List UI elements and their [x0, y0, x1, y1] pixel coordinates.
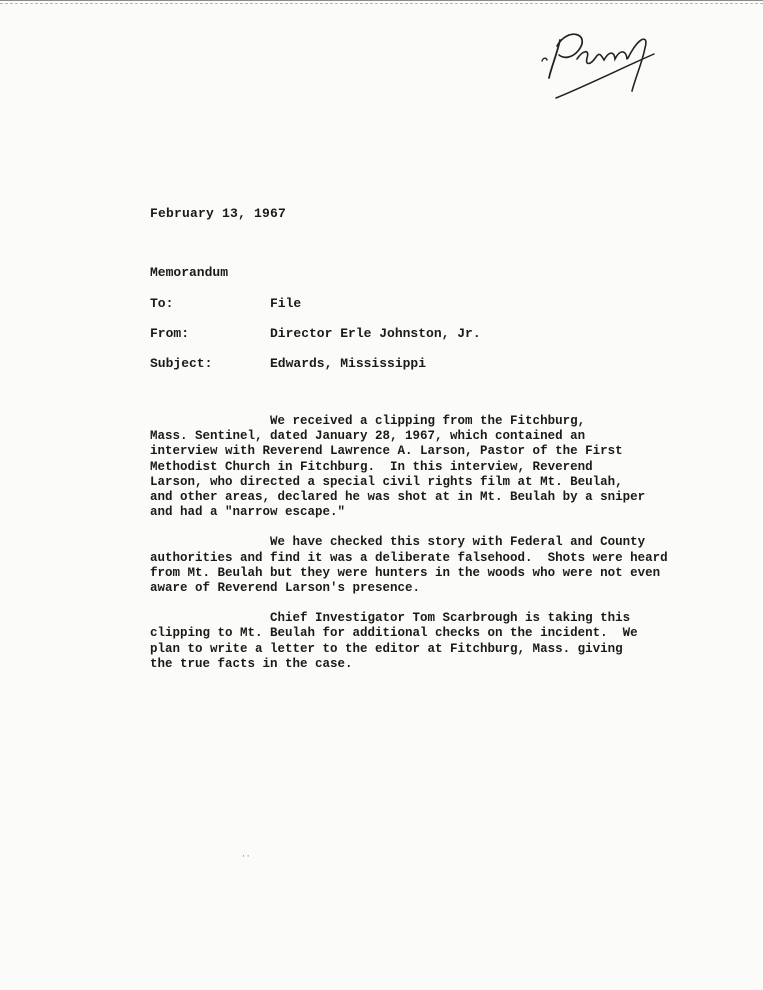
from-label: From: [150, 326, 190, 341]
subject-label: Subject: [150, 356, 213, 371]
paragraph-3-line-1: Chief Investigator Tom Scarbrough is taking this [150, 611, 631, 626]
paragraph-2-line-2: authorities and find it was a deliberate falsehood. Shots were heard [150, 550, 668, 565]
from-value: Director Erle Johnston, Jr. [270, 326, 481, 341]
paragraph-3-line-4: the true facts in the case. [150, 656, 353, 671]
handwritten-annotation [538, 18, 668, 108]
to-label: To: [150, 296, 174, 311]
paragraph-1-line-6: and other areas, declared he was shot at in Mt. Beulah by a sniper [150, 490, 646, 505]
paragraph-2-line-1: We have checked this story with Federal and County [150, 535, 646, 550]
paragraph-1-line-5: Larson, who directed a special civil rights film at Mt. Beulah, [150, 474, 623, 489]
paragraph-2 [150, 535, 670, 596]
paragraph-1 [150, 414, 670, 520]
paragraph-3-line-3: plan to write a letter to the editor at Fitchburg, Mass. giving [150, 641, 623, 656]
paragraph-1-line-3: interview with Reverend Lawrence A. Larson, Pastor of the First [150, 444, 623, 459]
memo-date: February 13, 1967 [150, 206, 287, 221]
paragraph-3-line-2: clipping to Mt. Beulah for additional checks on the incident. We [150, 626, 638, 641]
subject-value: Edwards, Mississippi [270, 356, 427, 371]
paragraph-3 [150, 611, 670, 672]
page-top-edge [0, 0, 763, 4]
paragraph-1-line-1: We received a clipping from the Fitchburg, [150, 414, 586, 428]
paragraph-2-line-4: aware of Reverend Larson's presence. [150, 581, 421, 596]
memo-body [150, 414, 670, 687]
memo-type: Memorandum [150, 265, 229, 280]
paragraph-1-line-2: Mass. Sentinel, dated January 28, 1967, which contained an [150, 429, 586, 444]
paragraph-1-line-7: and had a "narrow escape." [150, 505, 346, 520]
paragraph-1-line-4: Methodist Church in Fitchburg. In this interview, Reverend [150, 459, 593, 474]
to-value: File [270, 296, 302, 311]
paragraph-2-line-3: from Mt. Beulah but they were hunters in the woods who were not even [150, 565, 661, 580]
paper-speck: ·· [241, 852, 251, 861]
